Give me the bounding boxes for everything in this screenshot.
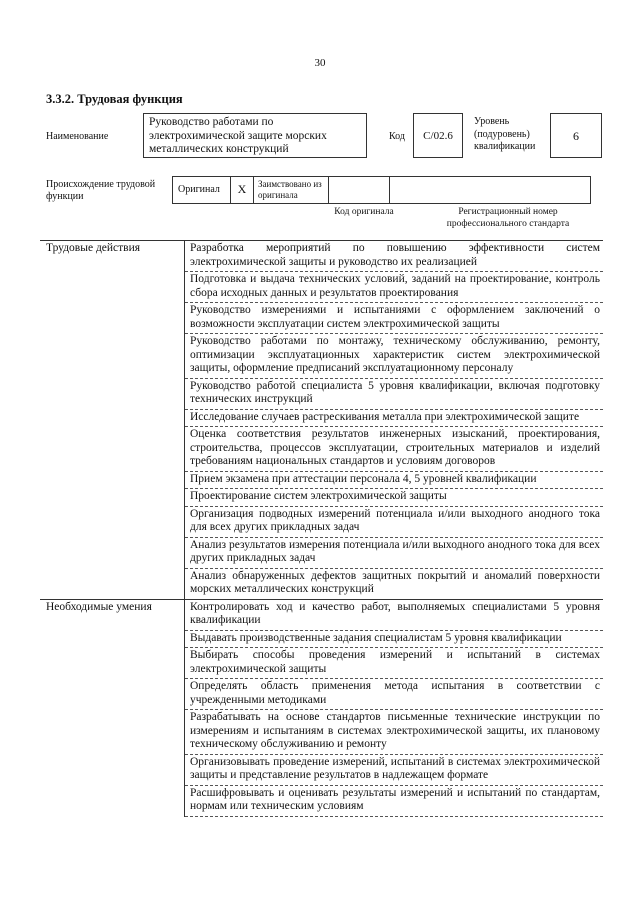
list-item: Исследование случаев растрескивания металла при электрохимической защите [185, 409, 604, 427]
list-item: Контролировать ход и качество работ, выполняемых специалистами 5 уровня квалификации [185, 599, 604, 630]
list-item: Разработка мероприятий по повышению эффективности систем электрохимической защиты и руководство их реализацией [185, 241, 604, 272]
list-item: Анализ обнаруженных дефектов защитных покрытий и аномалий поверхности морских металлических конструкций [185, 568, 604, 599]
list-item: Организовывать проведение измерений, испытаний в системах электрохимической защиты и представление результатов в надлежащем формате [185, 754, 604, 785]
page-number: 30 [314, 57, 326, 69]
list-item: Организация подводных измерений потенциала и/или выходного анодного тока для всех других прикладных задач [185, 506, 604, 537]
section-category-label: Трудовые действия [40, 241, 185, 600]
list-item: Разрабатывать на основе стандартов письменные технические инструкции по измерениям и испытаниям в системах электрохимической защиты, их плановому техническому обслуживанию и ремонту [185, 710, 604, 755]
list-item: Прием экзамена при аттестации персонала 4, 5 уровней квалификации [185, 471, 604, 489]
list-item: Оценка соответствия результатов инженерных изысканий, проектирования, строительства, процессов эксплуатации, строительных материалов и изделий требованиям национальных стандартов и условиям договоров [185, 427, 604, 472]
name-label: Наименование [46, 131, 109, 142]
code-field: C/02.6 [413, 113, 463, 158]
table-row [40, 241, 603, 272]
level-label: Уровень (подуровень) квалификации [474, 116, 536, 152]
borrowed-option-label: Заимствовано из оригинала [253, 176, 329, 204]
original-code-caption: Код оригинала [334, 207, 394, 217]
level-field: 6 [550, 113, 602, 158]
list-item: Руководство работами по монтажу, техническому обслуживанию, ремонту, оптимизации эксплуатационных характеристик систем электрохимической защиты, оформление предписаний эксплуатационному персоналу [185, 334, 604, 379]
list-item: Выбирать способы проведения измерений и испытаний в системах электрохимической защиты [185, 648, 604, 679]
origin-row [173, 176, 591, 204]
original-option-label: Оригинал [172, 176, 231, 204]
list-item: Анализ результатов измерения потенциала и/или выходного анодного тока для всех других прикладных задач [185, 537, 604, 568]
list-item: Подготовка и выдача технических условий, заданий на проектирование, контроль сбора исходных данных и результатов проектирования [185, 272, 604, 303]
list-item: Выдавать производственные задания специалистам 5 уровня квалификации [185, 630, 604, 648]
registration-number-cell [389, 176, 591, 204]
list-item: Руководство измерениями и испытаниями с оформлением заключений о возможности эксплуатации систем электрохимической защиты [185, 303, 604, 334]
function-details-table [40, 240, 603, 817]
original-checkmark: X [230, 176, 254, 204]
function-name-field: Руководство работами по электрохимической защите морских металлических конструкций [143, 113, 367, 158]
registration-number-caption: Регистрационный номер профессионального стандарта [446, 207, 570, 229]
table-row [40, 599, 603, 630]
section-title: 3.3.2. Трудовая функция [46, 92, 183, 106]
list-item: Руководство работой специалиста 5 уровня квалификации, включая подготовку технических инструкций [185, 378, 604, 409]
list-item: Проектирование систем электрохимической защиты [185, 489, 604, 507]
list-item: Расшифровывать и оценивать результаты измерений и испытаний по стандартам, нормам или техническим условиям [185, 785, 604, 816]
origin-label: Происхождение трудовой функции [46, 179, 156, 202]
list-item: Определять область применения метода испытания в соответствии с учрежденными методиками [185, 679, 604, 710]
section-category-label: Необходимые умения [40, 599, 185, 816]
original-code-cell [328, 176, 390, 204]
code-label: Код [389, 131, 405, 142]
